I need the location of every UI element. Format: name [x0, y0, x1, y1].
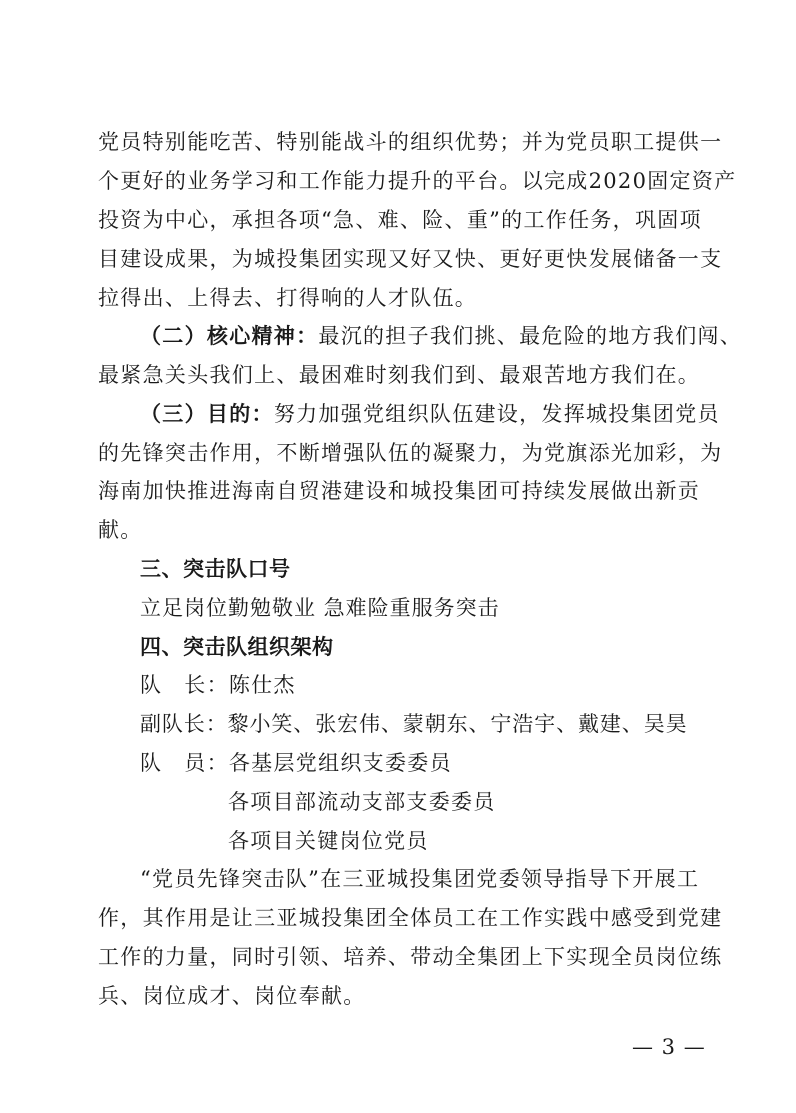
paragraph-line: 党员特别能吃苦、特别能战斗的组织优势；并为党员职工提供一 — [98, 130, 723, 154]
section-heading-structure: 四、突击队组织架构 — [140, 635, 334, 659]
closing-line: 工作的力量，同时引领、培养、带动全集团上下实现全员岗位练 — [98, 945, 723, 969]
core-spirit-line-2: 最紧急关头我们上、最困难时刻我们到、最艰苦地方我们在。 — [98, 363, 701, 387]
page-number: — 3 — — [632, 1035, 706, 1059]
members-line-3: 各项目关键岗位党员 — [228, 829, 429, 853]
purpose-line-3: 海南加快推进海南自贸港建设和城投集团可持续发展做出新贡 — [98, 479, 701, 503]
purpose-label: （三）目的： — [140, 402, 274, 426]
closing-line: 兵、岗位成才、岗位奉献。 — [98, 984, 366, 1008]
closing-line: “党员先锋突击队”在三亚城投集团党委领导指导下开展工 — [140, 867, 700, 891]
slogan-text: 立足岗位勤勉敬业 急难险重服务突击 — [140, 596, 500, 620]
paragraph-line: 投资为中心，承担各项“急、难、险、重”的工作任务，巩固项 — [98, 208, 702, 232]
core-spirit-text: 最沉的担子我们挑、最危险的地方我们闯、 — [318, 324, 743, 348]
core-spirit-line — [140, 321, 742, 351]
purpose-line-2: 的先锋突击作用，不断增强队伍的凝聚力，为党旗添光加彩，为 — [98, 441, 723, 465]
vice-captains-line: 副队长：黎小笑、张宏伟、蒙朝东、宁浩宇、戴建、吴昊 — [140, 712, 688, 736]
closing-line: 作，其作用是让三亚城投集团全体员工在工作实践中感受到党建 — [98, 906, 723, 930]
purpose-text: 努力加强党组织队伍建设，发挥城投集团党员 — [273, 402, 720, 426]
members-line: 队 员：各基层党组织支委委员 — [140, 751, 452, 775]
members-line-2: 各项目部流动支部支委委员 — [228, 790, 496, 814]
paragraph-line: 目建设成果，为城投集团实现又好又快、更好更快发展储备一支 — [98, 247, 723, 271]
paragraph-line: 个更好的业务学习和工作能力提升的平台。以完成2020固定资产 — [98, 169, 737, 193]
purpose-line-4: 献。 — [98, 518, 143, 542]
core-spirit-label: （二）核心精神： — [140, 324, 319, 348]
captain-line: 队 长：陈仕杰 — [140, 673, 296, 697]
paragraph-line: 拉得出、上得去、打得响的人才队伍。 — [98, 286, 478, 310]
purpose-line — [140, 399, 720, 429]
section-heading-slogan: 三、突击队口号 — [140, 557, 291, 581]
